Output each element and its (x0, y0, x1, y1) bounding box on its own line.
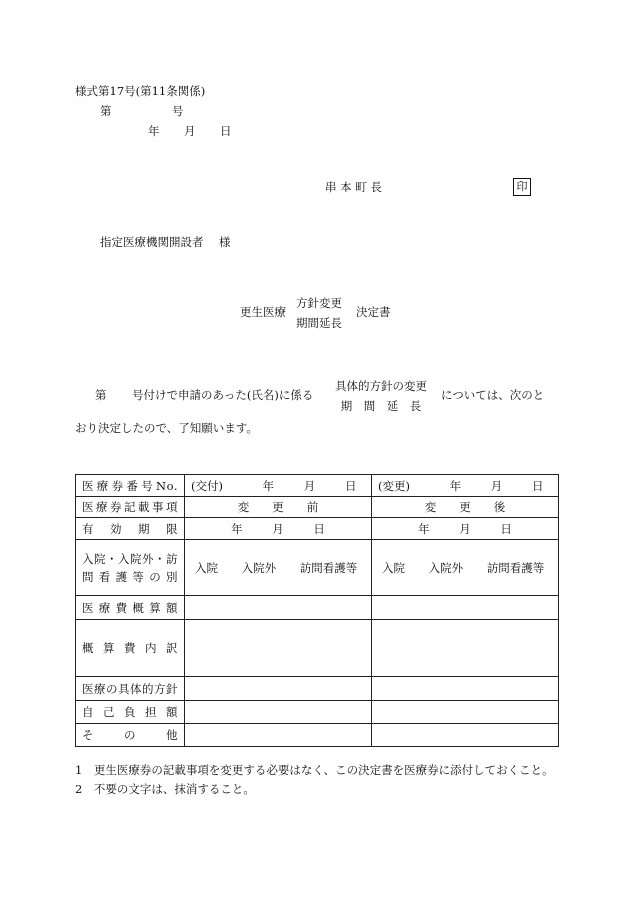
before-change-header: 変 更 前 (185, 497, 372, 518)
note-1: 1 更生医療券の記載事項を変更する必要はなく、この決定書を医療券に添付しておくこと。 (75, 763, 554, 777)
row-label-estimated-cost: 医療費概算額 (76, 596, 185, 620)
issue-day: 日 (344, 478, 357, 493)
validity-before-day: 日 (313, 521, 325, 536)
body-options (330, 376, 432, 416)
addressee-honorific: 様 (219, 235, 231, 249)
issue-label: (交付) (191, 478, 223, 493)
row-label-card-items: 医療券記載事項 (76, 497, 185, 518)
cost-breakdown-after-cell (372, 620, 559, 677)
row-label-card-number: 医療券番号No. (76, 475, 185, 497)
issuer-name: 串 本 町 長 (325, 180, 382, 194)
validity-before-month: 月 (272, 521, 284, 536)
doc-number-prefix: 第 (100, 104, 112, 118)
validity-after-day: 日 (500, 521, 512, 536)
care-before-inpatient: 入院 (195, 560, 218, 575)
other-before-cell (185, 724, 372, 747)
table-row (76, 677, 559, 701)
table-row (76, 596, 559, 620)
validity-before-cell (185, 518, 372, 540)
change-date-cell (372, 475, 559, 497)
care-before-outpatient: 入院外 (241, 560, 277, 575)
copayment-before-cell (185, 701, 372, 724)
issue-date-cell (185, 475, 372, 497)
notes (75, 761, 558, 799)
title-prefix: 更生医療 (240, 305, 286, 319)
table-row (76, 497, 559, 518)
validity-after-year: 年 (418, 521, 430, 536)
table-row (76, 701, 559, 724)
row-label-care-type: 入院・入院外・訪問看護等の別 (76, 540, 185, 596)
issue-month: 月 (303, 478, 316, 493)
table-row (76, 475, 559, 497)
table-row (76, 518, 559, 540)
estimated-cost-before-cell (185, 596, 372, 620)
row-label-cost-breakdown: 概算費内訳 (76, 620, 185, 677)
change-day: 日 (531, 478, 544, 493)
care-type-after-cell (372, 540, 559, 596)
body-option-1: 具体的方針の変更 (335, 379, 427, 393)
row-label-treatment-policy: 医療の具体的方針 (76, 677, 185, 701)
body-line-2: おり決定したので、了知願います。 (75, 421, 258, 435)
doc-number-suffix: 号 (172, 104, 184, 118)
body-part-3: については、次のと (441, 388, 545, 402)
care-after-inpatient: 入院 (382, 560, 405, 575)
cost-breakdown-before-cell (185, 620, 372, 677)
title-options (296, 293, 342, 333)
date-year: 年 (148, 124, 160, 138)
validity-before-year: 年 (231, 521, 243, 536)
care-type-before-cell (185, 540, 372, 596)
treatment-policy-after-cell (372, 677, 559, 701)
care-before-home-nursing: 訪問看護等 (299, 560, 358, 575)
title-suffix: 決定書 (356, 305, 391, 319)
care-after-outpatient: 入院外 (428, 560, 464, 575)
addressee-name: 指定医療機関開設者 (100, 235, 204, 249)
body-part-2: 号付けで申請のあった(氏名)に係る (132, 388, 314, 402)
row-label-validity: 有効期限 (76, 518, 185, 540)
issue-year: 年 (262, 478, 275, 493)
estimated-cost-after-cell (372, 596, 559, 620)
treatment-policy-before-cell (185, 677, 372, 701)
note-2: 2 不要の文字は、抹消すること。 (75, 782, 255, 796)
change-month: 月 (490, 478, 503, 493)
body-option-2: 期 間 延 長 (340, 399, 422, 413)
validity-after-cell (372, 518, 559, 540)
table-row (76, 620, 559, 677)
other-after-cell (372, 724, 559, 747)
table-row (76, 724, 559, 747)
after-change-header: 変 更 後 (372, 497, 559, 518)
title-option-2: 期間延長 (296, 316, 342, 330)
copayment-after-cell (372, 701, 559, 724)
row-label-copayment: 自己負担額 (76, 701, 185, 724)
body-part-1: 第 (95, 388, 107, 402)
title-option-1: 方針変更 (296, 296, 342, 310)
seal-mark: 印 (513, 178, 531, 196)
medical-certificate-table (75, 474, 559, 747)
date-day: 日 (220, 124, 232, 138)
validity-after-month: 月 (459, 521, 471, 536)
form-number: 様式第17号(第11条関係) (75, 84, 206, 98)
change-year: 年 (449, 478, 462, 493)
date-month: 月 (184, 124, 196, 138)
change-label: (変更) (378, 478, 410, 493)
table-row (76, 540, 559, 596)
row-label-other: その他 (76, 724, 185, 747)
care-after-home-nursing: 訪問看護等 (486, 560, 545, 575)
